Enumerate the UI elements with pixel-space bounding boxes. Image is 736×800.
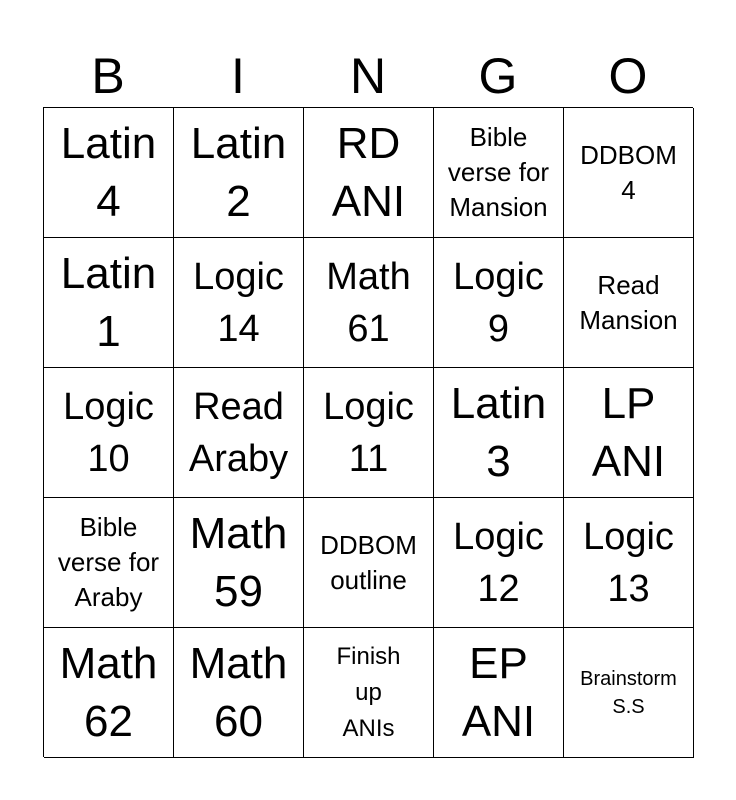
bingo-cell[interactable] (434, 368, 564, 498)
bingo-cell[interactable] (304, 368, 434, 498)
cell-label: RD ANI (331, 118, 406, 226)
cell-label: Finish up ANIs (336, 642, 401, 742)
cell-label: Math 61 (326, 255, 411, 350)
header-letter-n: N (349, 48, 387, 104)
cell-label: Bible verse for Araby (57, 512, 160, 612)
bingo-cell[interactable] (564, 498, 694, 628)
cell-label: Logic 13 (583, 515, 674, 610)
bingo-cell[interactable] (564, 108, 694, 238)
bingo-cell[interactable] (304, 628, 434, 758)
bingo-cell[interactable] (304, 108, 434, 238)
cell-label: Math 62 (59, 638, 158, 746)
cell-label: LP ANI (591, 378, 666, 486)
cell-label: EP ANI (461, 638, 536, 746)
bingo-cell[interactable] (174, 108, 304, 238)
bingo-cell[interactable] (564, 628, 694, 758)
bingo-cell[interactable] (174, 238, 304, 368)
bingo-cell[interactable] (44, 368, 174, 498)
bingo-cell[interactable] (44, 498, 174, 628)
cell-label: Latin 4 (60, 118, 157, 226)
header-letter-b: B (91, 48, 125, 104)
cell-label: Logic 12 (453, 515, 544, 610)
cell-label: Logic 14 (193, 255, 284, 350)
bingo-cell[interactable] (304, 498, 434, 628)
cell-label: Math 60 (189, 638, 288, 746)
cell-label: DDBOM 4 (580, 139, 677, 205)
bingo-cell[interactable] (44, 238, 174, 368)
bingo-cell[interactable] (434, 238, 564, 368)
bingo-cell[interactable] (44, 628, 174, 758)
bingo-cell[interactable] (174, 368, 304, 498)
bingo-cell[interactable] (174, 498, 304, 628)
bingo-cell[interactable] (304, 238, 434, 368)
header-letter-g: G (478, 48, 518, 104)
cell-label: Read Araby (188, 385, 289, 480)
bingo-cell[interactable] (434, 108, 564, 238)
header-letter-o: O (608, 48, 648, 104)
bingo-cell[interactable] (434, 628, 564, 758)
header-letter-i: I (231, 48, 245, 104)
cell-label: DDBOM outline (320, 529, 417, 595)
bingo-cell[interactable] (564, 238, 694, 368)
cell-label: Math 59 (189, 508, 288, 616)
cell-label: Latin 3 (450, 378, 547, 486)
cell-label: Logic 11 (323, 385, 414, 480)
cell-label: Bible verse for Mansion (447, 122, 550, 222)
bingo-cell[interactable] (564, 368, 694, 498)
cell-label: Read Mansion (579, 269, 678, 335)
cell-label: Logic 9 (453, 255, 544, 350)
bingo-board (43, 107, 693, 757)
bingo-cell[interactable] (434, 498, 564, 628)
cell-label: Latin 2 (190, 118, 287, 226)
bingo-header (43, 46, 693, 106)
bingo-cell[interactable] (174, 628, 304, 758)
bingo-cell[interactable] (44, 108, 174, 238)
cell-label: Latin 1 (60, 248, 157, 356)
cell-label: Logic 10 (63, 385, 154, 480)
cell-label: Brainstorm S.S (580, 667, 677, 718)
